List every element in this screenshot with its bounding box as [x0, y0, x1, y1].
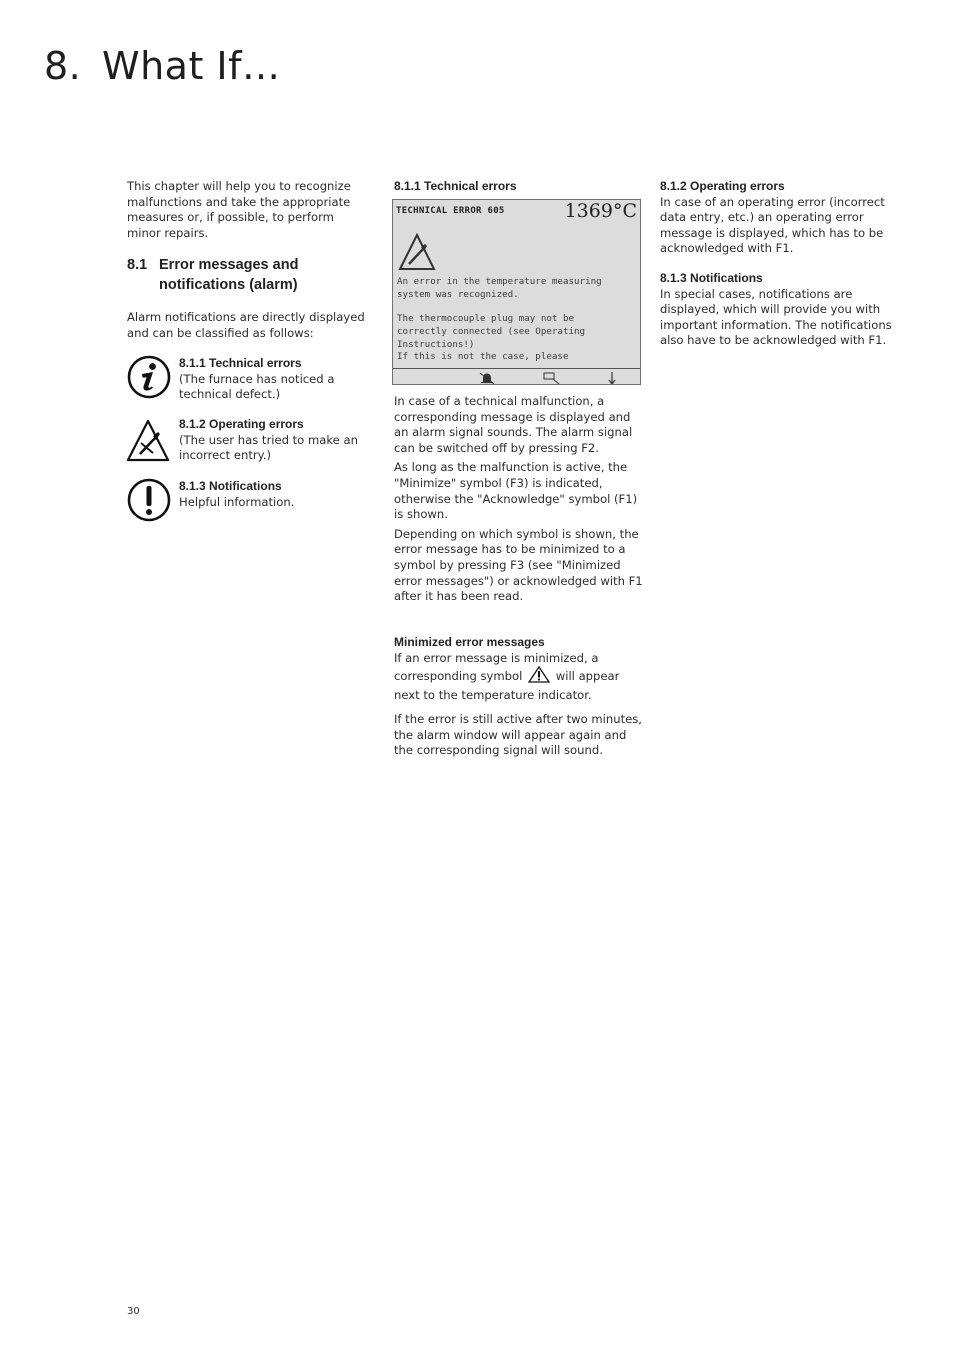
section-number: 8.1 — [127, 257, 148, 273]
function-key-bar — [393, 368, 640, 384]
minimized-text-b: will appear next to the temperature indicator. — [394, 669, 620, 702]
notifications-block — [660, 271, 904, 349]
intro-paragraph: This chapter will help you to recognize malfunctions and take the appropriate measures or, if possible, to perform minor repairs. — [127, 179, 351, 240]
technical-errors-text — [394, 394, 644, 605]
minimized-text — [394, 651, 644, 704]
chapter-intro — [127, 179, 367, 241]
list-item — [179, 417, 369, 464]
exclamation-circle-icon — [127, 478, 171, 522]
minimized-text-a: If an error message is minimized, a corresponding symbol — [394, 650, 599, 684]
screen-line: Instructions!) — [397, 339, 475, 350]
technical-errors-heading: 8.1.1 Technical errors — [394, 179, 517, 193]
paragraph: If the error is still active after two minutes, the alarm window will appear again and the corresponding signal will sound. — [394, 712, 642, 758]
alarm-repeat-text — [394, 712, 644, 759]
minimize-icon — [543, 370, 561, 385]
screen-header: TECHNICAL ERROR 605 — [396, 206, 505, 216]
chapter-title — [44, 44, 281, 88]
notifications-text: In special cases, notifications are displayed, which will provide you with important information. The notifications also have to be acknowledged with F1. — [660, 286, 892, 348]
screen-line: The thermocouple plug may not be — [397, 313, 575, 324]
paragraph: Depending on which symbol is shown, the error message has to be minimized to a symbol by pressing F3 (see "Minimized error messages") or acknowledged with F1 after it has been read. — [394, 526, 643, 604]
page-number: 30 — [127, 1306, 140, 1317]
section-intro — [127, 310, 377, 341]
section-title-line2: notifications (alarm) — [159, 277, 298, 293]
operating-errors-heading: 8.1.2 Operating errors — [660, 179, 785, 193]
chapter-number: 8. — [44, 44, 82, 88]
alarm-bell-icon — [479, 370, 495, 385]
screen-line: If this is not the case, please — [397, 351, 569, 362]
warning-wrench-icon — [127, 418, 171, 462]
operating-errors-text: In case of an operating error (incorrect data entry, etc.) an operating error message is displayed, which has to be acknowledged with F1. — [660, 194, 885, 256]
paragraph: In case of a technical malfunction, a corresponding message is displayed and an alarm signal sounds. The alarm signal can be switched off by pressing F2. — [394, 394, 633, 455]
section-intro-text: Alarm notifications are directly displayed and can be classified as follows: — [127, 310, 365, 340]
display-screenshot — [392, 199, 641, 385]
screen-line: An error in the temperature measuring — [397, 276, 602, 287]
warning-triangle-icon — [528, 666, 550, 688]
screen-line: system was recognized. — [397, 289, 519, 300]
list-item — [179, 479, 369, 510]
section-heading — [127, 255, 377, 295]
chapter-title-text: What If… — [102, 44, 281, 88]
screen-line: correctly connected (see Operating — [397, 326, 586, 337]
item-title: 8.1.3 Notifications — [179, 479, 282, 493]
temperature-readout: 1369°C — [564, 200, 637, 222]
warning-wrench-icon — [397, 232, 437, 276]
arrow-down-icon — [607, 370, 617, 385]
paragraph: As long as the malfunction is active, the "Minimize" symbol (F3) is indicated, otherwise the "Acknowledge" symbol (F1) is shown. — [394, 460, 638, 522]
item-text: Helpful information. — [179, 494, 295, 509]
item-text: (The furnace has noticed a technical defect.) — [179, 371, 335, 402]
operating-errors-block — [660, 179, 904, 257]
info-icon — [127, 355, 171, 399]
notifications-heading: 8.1.3 Notifications — [660, 271, 763, 285]
minimized-error-messages — [394, 635, 644, 703]
list-item — [179, 356, 369, 403]
item-text: (The user has tried to make an incorrect entry.) — [179, 432, 358, 463]
section-title-line1: Error messages and — [159, 257, 299, 273]
item-title: 8.1.1 Technical errors — [179, 356, 302, 370]
item-title: 8.1.2 Operating errors — [179, 417, 304, 431]
minimized-heading: Minimized error messages — [394, 635, 545, 649]
